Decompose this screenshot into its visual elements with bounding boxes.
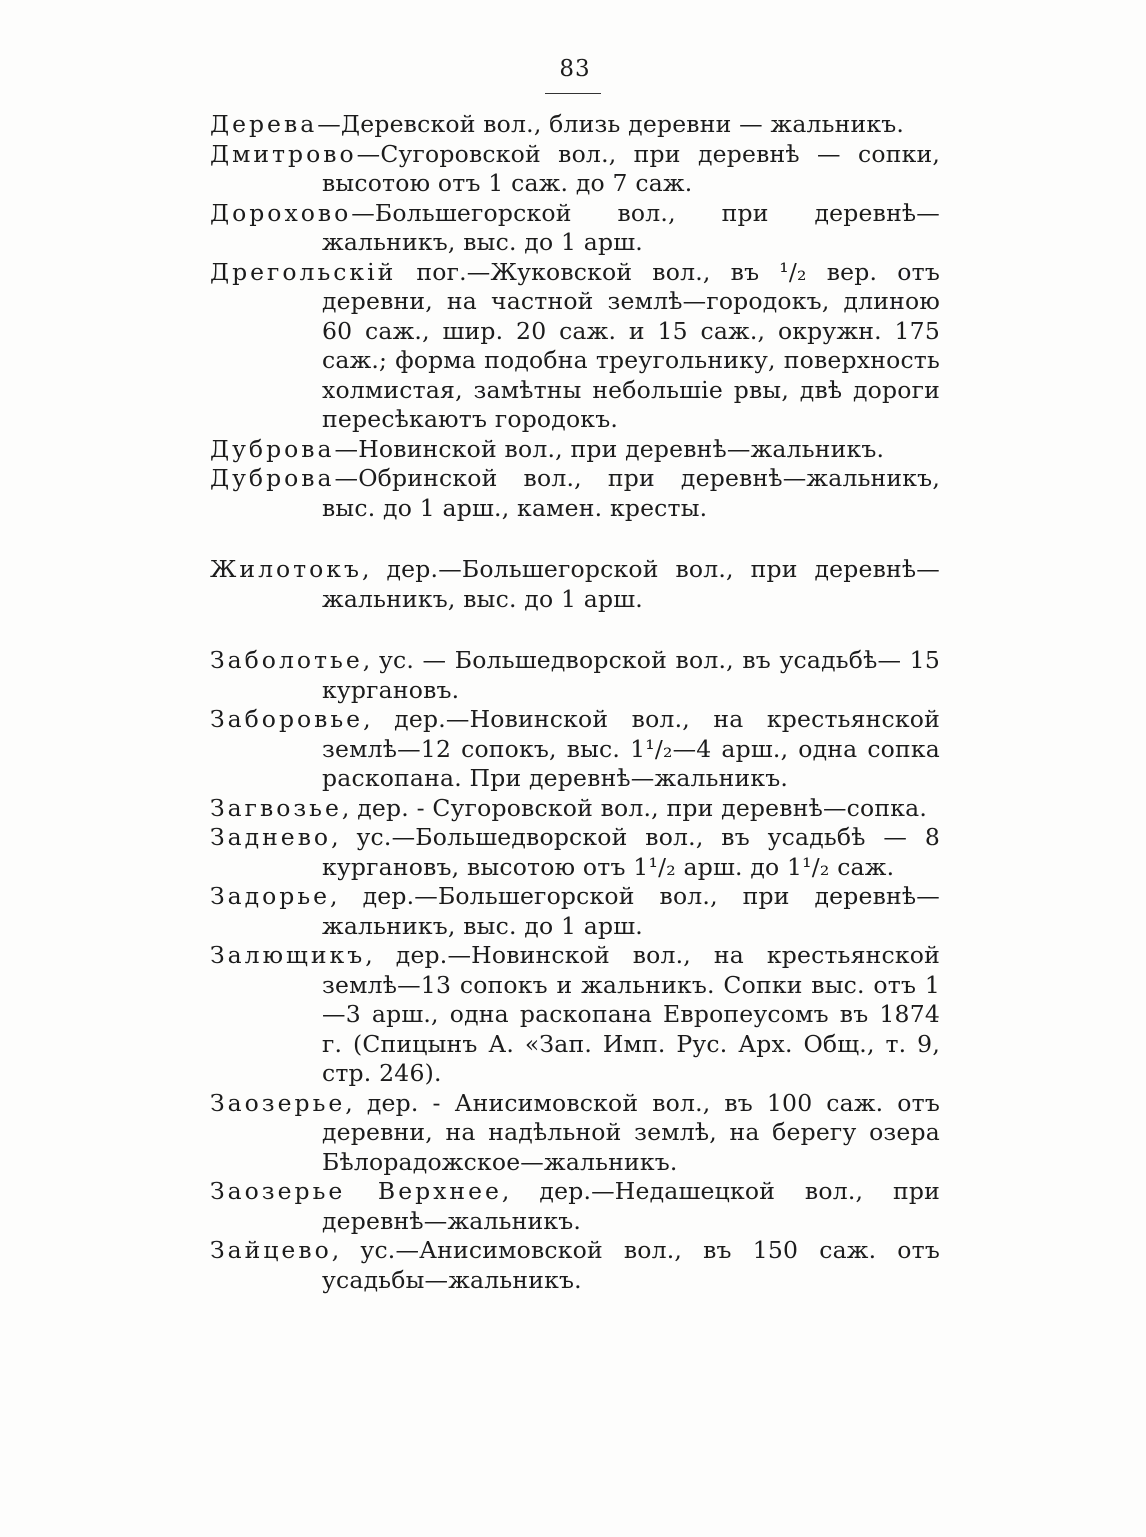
entry-text: , ус. — Большедворской вол., въ усадьбѣ— 15 кургановъ. — [322, 646, 940, 704]
entry-text: , дер.—Новинской вол., на крестьянской землѣ—13 сопокъ и жальникъ. Сопки выс. отъ 1—3 арш., одна раскопана Европеусомъ въ 1874 г. (Спицынъ А. «Зап. Имп. Рус. Арх. Общ., т. 9, стр. 246). — [322, 941, 940, 1087]
entry-headword: Заболотье — [210, 646, 363, 674]
entry-zaytsevo — [210, 1236, 940, 1295]
entry-dubrova-novinskaya — [210, 435, 940, 465]
entry-headword: Загвозье — [210, 793, 342, 822]
entry-zhilotok — [210, 555, 940, 614]
entry-headword: Дуброва — [210, 434, 335, 463]
entry-text: —Сугоровской вол., при деревнѣ — сопки, высотою отъ 1 саж. до 7 саж. — [322, 139, 940, 197]
entry-text: , дер. - Сугоровской вол., при деревнѣ—сопка. — [341, 793, 927, 822]
entry-dubrova-obrinskaya — [210, 464, 940, 523]
entry-headword: Заозерье — [210, 1088, 346, 1117]
page-number-rule — [545, 93, 601, 94]
entry-headword: Заднево — [210, 823, 332, 851]
entry-headword: Жилотокъ — [210, 555, 362, 583]
entry-text: , дер.—Новинской вол., на крестьянской землѣ—12 сопокъ, выс. 1¹/₂—4 арш., одна сопка раскопана. При деревнѣ—жальникъ. — [322, 705, 940, 792]
entry-zaborovye — [210, 705, 940, 794]
entry-text: , дер. - Анисимовской вол., въ 100 саж. отъ деревни, на надѣльной землѣ, на берегу озера Бѣлорадожское—жальникъ. — [322, 1088, 940, 1176]
entry-text: , дер.—Большегорской вол., при деревнѣ—жальникъ, выс. до 1 арш. — [322, 882, 940, 940]
entry-text: —Новинской вол., при деревнѣ—жальникъ. — [334, 434, 885, 463]
gazetteer-entries — [210, 110, 940, 1295]
entry-dregolsky — [210, 258, 940, 435]
entry-text: пог.—Жуковской вол., въ ¹/₂ вер. отъ деревни, на частной землѣ—городокъ, длиною 60 саж., шир. 20 саж. и 15 саж., окружн. 175 саж.; форма подобна треугольнику, поверхность холмистая, замѣтны небольшіе рвы, двѣ дороги пересѣкаютъ городокъ. — [322, 257, 940, 433]
entry-headword: Зайцево — [210, 1236, 332, 1264]
section-gap — [210, 523, 940, 555]
entry-dereva — [210, 110, 940, 140]
entry-zaozerye-verkhneye — [210, 1177, 940, 1236]
entry-dmitrovo — [210, 140, 940, 199]
entry-text: —Обринской вол., при деревнѣ—жальникъ, выс. до 1 арш., камен. кресты. — [322, 464, 940, 522]
section-gap — [210, 614, 940, 646]
entry-text: , ус.—Большедворской вол., въ усадьбѣ — 8 кургановъ, высотою отъ 1¹/₂ арш. до 1¹/₂ саж. — [322, 823, 940, 881]
entry-headword: Дрегольскій — [210, 257, 397, 286]
entry-headword: Дмитрово — [210, 139, 357, 168]
entry-text: —Деревской вол., близь деревни — жальникъ. — [317, 110, 905, 138]
entry-zagvozye — [210, 794, 940, 824]
entry-headword: Дерева — [210, 110, 318, 138]
entry-headword: Дуброва — [210, 464, 335, 492]
entry-text: —Большегорской вол., при деревнѣ—жальникъ, выс. до 1 арш. — [322, 198, 940, 256]
entry-zadorye — [210, 882, 940, 941]
entry-text: , дер.—Недашецкой вол., при деревнѣ—жальникъ. — [322, 1177, 940, 1235]
entry-zalyushchik — [210, 941, 940, 1089]
entry-headword: Залющикъ — [210, 941, 366, 969]
entry-text: , дер.—Большегорской вол., при деревнѣ—жальникъ, выс. до 1 арш. — [322, 555, 940, 613]
entry-dorokhovo — [210, 199, 940, 258]
entry-headword: Заборовье — [210, 705, 364, 733]
entry-zabolotye — [210, 646, 940, 705]
page-number: 83 — [559, 56, 591, 82]
entry-text: , ус.—Анисимовской вол., въ 150 саж. отъ усадьбы—жальникъ. — [322, 1236, 940, 1294]
entry-zaozerye — [210, 1089, 940, 1178]
entry-headword: Заозерье Верхнее — [210, 1177, 502, 1205]
entry-zadnevo — [210, 823, 940, 882]
entry-headword: Задорье — [210, 882, 331, 910]
entry-headword: Дорохово — [210, 198, 352, 227]
